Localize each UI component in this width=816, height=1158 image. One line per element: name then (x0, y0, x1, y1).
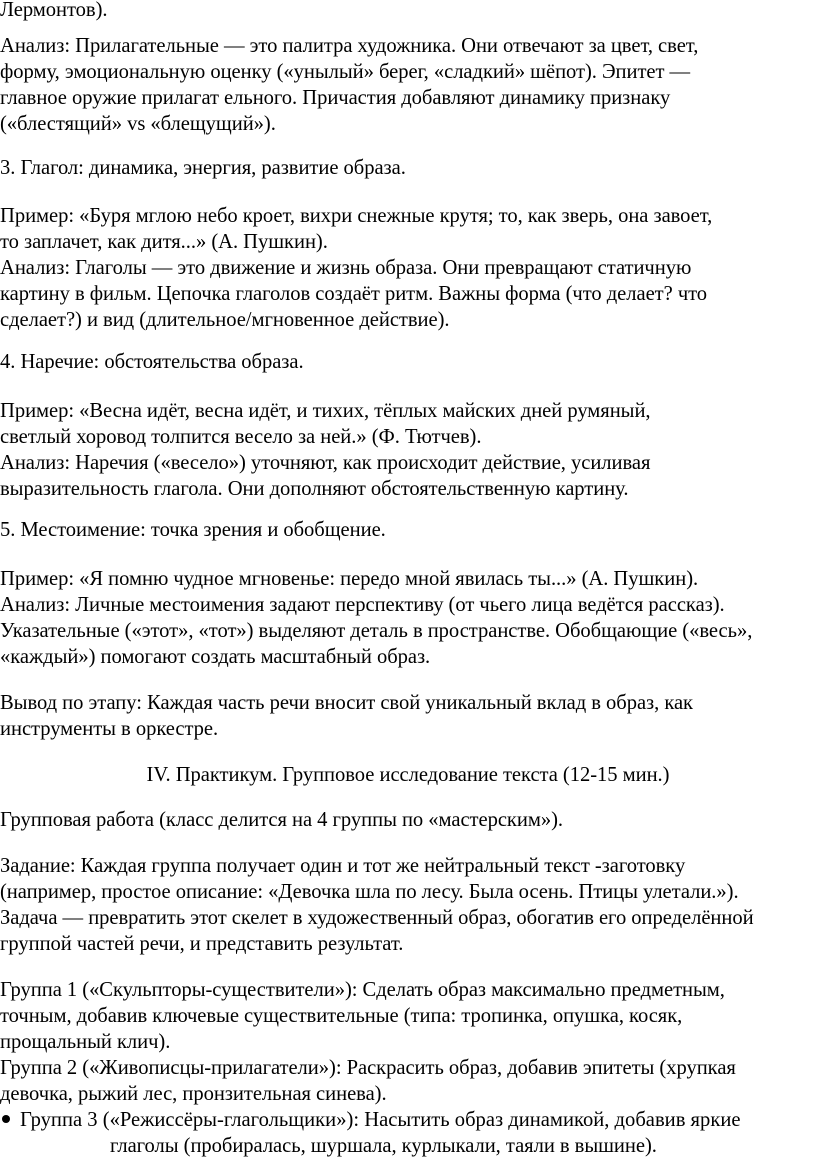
text-line: девочка, рыжий лес, пронзительная синева). (0, 1083, 387, 1105)
text-line: Лермонтов). (0, 0, 108, 21)
text-line: сделает?) и вид (длительное/мгновенное действие). (0, 309, 450, 331)
text-line: форму, эмоциональную оценку («унылый» берег, «сладкий» шёпот). Эпитет — (0, 61, 691, 83)
text-line: Групповая работа (класс делится на 4 группы по «мастерским»). (0, 809, 563, 831)
section-heading: 5. Местоимение: точка зрения и обобщение. (0, 519, 386, 541)
bullet-icon (2, 1115, 10, 1123)
text-line: светлый хоровод толпится весело за ней.» (Ф. Тютчев). (0, 426, 482, 448)
text-line: Группа 2 («Живописцы-прилагатели»): Раскрасить образ, добавив эпитеты (хрупкая (0, 1057, 736, 1079)
text-line: Вывод по этапу: Каждая часть речи вносит свой уникальный вклад в образ, как (0, 692, 694, 714)
text-line: Группа 1 («Скульпторы-существители»): Сделать образ максимально предметным, (0, 979, 725, 1001)
text-line: Задача — превратить этот скелет в художественный образ, обогатив его определённой (0, 907, 754, 929)
text-line: Пример: «Весна идёт, весна идёт, и тихих, тёплых майских дней румяный, (0, 400, 651, 422)
text-line: «каждый») помогают создать масштабный образ. (0, 646, 431, 668)
text-line: Указательные («этот», «тот») выделяют деталь в пространстве. Обобщающие («весь», (0, 620, 753, 642)
text-line: («блестящий» vs «блещущий»). (0, 113, 276, 135)
section-heading: 4. Наречие: обстоятельства образа. (0, 351, 304, 373)
text-line: Анализ: Глаголы — это движение и жизнь образа. Они превращают статичную (0, 257, 692, 279)
text-line: главное оружие прилагат ельного. Причастия добавляют динамику признаку (0, 87, 671, 109)
text-line: группой частей речи, и представить результат. (0, 933, 404, 955)
text-line: (например, простое описание: «Девочка шла по лесу. Была осень. Птицы улетали.»). (0, 881, 739, 903)
text-line: точным, добавив ключевые существительные (типа: тропинка, опушка, косяк, (0, 1005, 683, 1027)
text-line: Пример: «Буря мглою небо кроет, вихри снежные крутя; то, как зверь, она завоет, (0, 205, 713, 227)
text-line: Анализ: Наречия («весело») уточняют, как происходит действие, усиливая (0, 452, 651, 474)
section-heading: 3. Глагол: динамика, энергия, развитие образа. (0, 157, 406, 179)
list-item-text: Группа 3 («Режиссёры-глагольщики»): Насытить образ динамикой, добавив яркие (20, 1109, 741, 1131)
text-line: прощальный клич). (0, 1031, 171, 1053)
text-line: то заплачет, как дитя...» (А. Пушкин). (0, 231, 328, 253)
text-line: Анализ: Личные местоимения задают перспективу (от чьего лица ведётся рассказ). (0, 594, 725, 616)
text-line: глаголы (пробиралась, шуршала, курлыкали, таяли в вышине). (110, 1135, 657, 1157)
text-line: картину в фильм. Цепочка глаголов создаёт ритм. Важны форма (что делает? что (0, 283, 708, 305)
text-line: выразительность глагола. Они дополняют обстоятельственную картину. (0, 478, 629, 500)
text-line: Пример: «Я помню чудное мгновенье: передо мной явилась ты...» (А. Пушкин). (0, 568, 699, 590)
text-line: Анализ: Прилагательные — это палитра художника. Они отвечают за цвет, свет, (0, 35, 699, 57)
section-title: IV. Практикум. Групповое исследование текста (12-15 мин.) (146, 764, 670, 786)
text-line: инструменты в оркестре. (0, 718, 219, 740)
text-line: Задание: Каждая группа получает один и тот же нейтральный текст -заготовку (0, 855, 686, 877)
list-item (0, 1107, 816, 1133)
